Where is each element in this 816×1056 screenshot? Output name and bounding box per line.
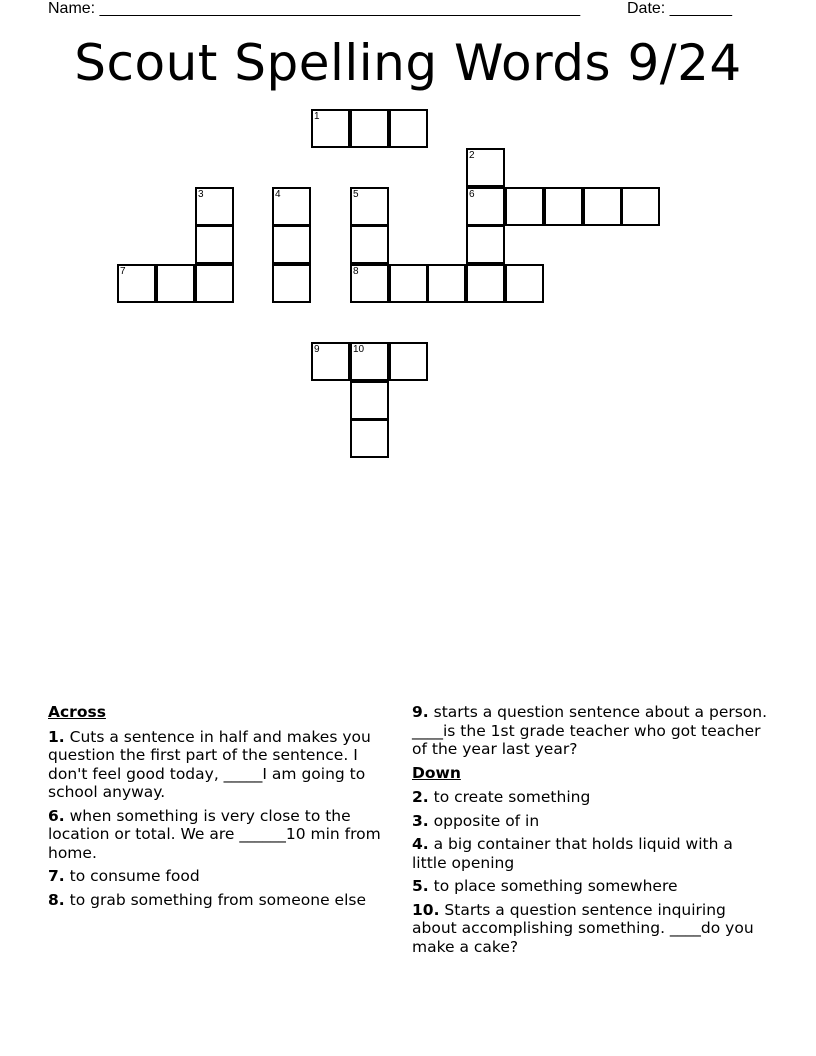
clue-number: 9. [412, 703, 429, 721]
grid-cell-4[interactable] [272, 187, 311, 226]
clue-across-8 [48, 891, 393, 910]
grid-cell-5[interactable] [350, 187, 389, 226]
clue-text: to create something [433, 788, 591, 806]
grid-cell[interactable] [389, 109, 428, 148]
clue-text: when something is very close to the location or total. We are ______10 min from home. [48, 806, 381, 862]
clue-text: Starts a question sentence inquiring about accomplishing something. ____do you make a cake? [412, 900, 754, 956]
grid-cell-number: 5 [353, 189, 359, 200]
grid-cell-number: 6 [469, 189, 475, 200]
grid-cell-3[interactable] [195, 187, 234, 226]
grid-cell[interactable] [427, 264, 466, 303]
grid-cell[interactable] [466, 225, 505, 264]
date-field-label: Date: _______ [627, 0, 732, 17]
clue-down-10 [412, 901, 772, 957]
name-field-label: Name: ______________________________________________________ [48, 0, 581, 17]
grid-cell[interactable] [350, 381, 389, 420]
clue-number: 1. [48, 727, 65, 746]
grid-cell[interactable] [505, 187, 544, 226]
clue-down-4 [412, 835, 772, 872]
clue-text: starts a question sentence about a person. ____is the 1st grade teacher who got teacher of the year last year? [412, 703, 768, 758]
crossword-grid [0, 0, 816, 480]
clue-number: 10. [412, 900, 440, 919]
grid-cell[interactable] [621, 187, 660, 226]
clue-text: opposite of in [433, 811, 540, 830]
clue-text: to consume food [69, 867, 200, 885]
grid-cell[interactable] [156, 264, 195, 303]
grid-cell-10[interactable] [350, 342, 389, 381]
clue-number: 6. [48, 806, 65, 825]
grid-cell[interactable] [350, 109, 389, 148]
clue-down-2 [412, 788, 772, 807]
grid-cell[interactable] [350, 225, 389, 264]
clue-number: 4. [412, 835, 429, 853]
clue-number: 3. [412, 811, 429, 830]
grid-cell-number: 2 [469, 150, 475, 161]
grid-cell-number: 4 [275, 189, 281, 200]
clue-across-7 [48, 867, 393, 886]
grid-cell-number: 7 [120, 266, 126, 277]
grid-cell-number: 1 [314, 111, 320, 122]
clue-number: 2. [412, 788, 429, 806]
clue-number: 5. [412, 877, 429, 895]
down-heading: Down [412, 763, 461, 782]
grid-cell[interactable] [272, 264, 311, 303]
grid-cell-7[interactable] [117, 264, 156, 303]
clue-text: to place something somewhere [433, 877, 678, 895]
grid-cell-1[interactable] [311, 109, 350, 148]
grid-cell[interactable] [583, 187, 622, 226]
across-heading: Across [48, 703, 106, 721]
page-title: Scout Spelling Words 9/24 [74, 34, 742, 92]
grid-cell[interactable] [195, 264, 234, 303]
clue-down-5 [412, 877, 772, 896]
grid-cell-number: 8 [353, 266, 359, 277]
clue-down-3 [412, 812, 772, 831]
grid-cell[interactable] [350, 419, 389, 458]
grid-cell[interactable] [466, 264, 505, 303]
clue-across-1 [48, 728, 393, 802]
clues-left-column [48, 703, 393, 914]
clue-text: a big container that holds liquid with a little opening [412, 835, 733, 872]
clue-across-9 [412, 703, 772, 759]
clue-number: 7. [48, 867, 65, 885]
grid-cell[interactable] [272, 225, 311, 264]
grid-cell-number: 3 [198, 189, 204, 200]
clue-across-6 [48, 807, 393, 863]
grid-cell[interactable] [544, 187, 583, 226]
grid-cell[interactable] [505, 264, 544, 303]
grid-cell-8[interactable] [350, 264, 389, 303]
grid-cell[interactable] [195, 225, 234, 264]
grid-cell-6[interactable] [466, 187, 505, 226]
grid-cell-number: 9 [314, 344, 320, 355]
clue-text: to grab something from someone else [69, 890, 366, 909]
grid-cell[interactable] [389, 342, 428, 381]
grid-cell-2[interactable] [466, 148, 505, 187]
clues-right-column [412, 703, 772, 961]
clue-text: Cuts a sentence in half and makes you question the first part of the sentence. I don't feel good today, _____I am going to school anyway. [48, 727, 371, 801]
grid-cell-9[interactable] [311, 342, 350, 381]
grid-cell-number: 10 [353, 344, 365, 355]
clue-number: 8. [48, 890, 65, 909]
grid-cell[interactable] [389, 264, 428, 303]
